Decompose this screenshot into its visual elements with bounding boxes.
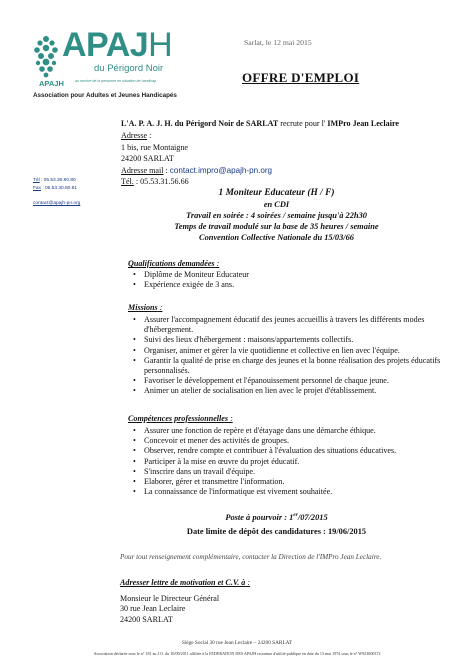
recruiter-org: L'A. P. A. J. H. du Périgord Noir de SARLAT — [121, 119, 279, 128]
qualifications-heading-text: Qualifications demandées — [128, 259, 215, 268]
send-to-heading — [120, 578, 250, 587]
send-to-heading-text: Adresser lettre de motivation et C.V. à — [120, 578, 246, 587]
list-item: • Diplôme de Moniteur Educateur — [130, 270, 430, 280]
list-item: • Assurer l'accompagnement éducatif des jeunes accueillis à travers les différents modes d'hébergement. — [130, 315, 448, 335]
info-note: Pour tout renseignement complémentaire, contacter la Direction de l'IMPro Jean Leclaire. — [120, 553, 382, 561]
list-item: • Concevoir et mener des activités de groupes. — [130, 436, 448, 446]
start-date — [120, 512, 433, 522]
list-item: • La connaissance de l'informatique est vivement souhaitée. — [130, 487, 448, 497]
document-date: Sarlat, le 12 mai 2015 — [244, 38, 312, 47]
start-date-value: /07/2015 — [297, 512, 328, 522]
logo-wordmark — [62, 26, 172, 65]
job-convention: Convention Collective Nationale du 15/03/66 — [199, 233, 354, 242]
logo-small-name: APAJH — [39, 79, 64, 88]
left-fax-value: : 05.53.30.80.81 — [41, 186, 78, 191]
list-item: • Assurer une fonction de repère et d'étayage dans une démarche éthique. — [130, 426, 448, 436]
logo-name-h: H — [148, 26, 173, 64]
job-time: Temps de travail modulé sur la base de 35 heures / semaine — [174, 222, 379, 231]
list-item: • S'inscrire dans un travail d'équipe. — [130, 467, 448, 477]
job-contract: en CDI — [263, 200, 290, 209]
left-fax-label: Fax — [33, 186, 41, 191]
list-item: • Organiser, animer et gérer la vie quotidienne et collective en lien avec l'équipe. — [130, 346, 448, 356]
recipient-address — [120, 594, 219, 625]
recruit-line — [121, 118, 399, 130]
footer-legal: Association déclarée sous le n° 181 au J.O. du 10/09/2011 affiliée à la FEDERATION DES APAJH reconnue d'utilité publique en date du 13 mai 1974 sous le n° W923000372 — [93, 651, 381, 656]
mail-label: Adresse mail — [121, 165, 164, 175]
competences-heading — [128, 414, 233, 423]
recruit-middle: recrute pour l' — [278, 119, 328, 128]
list-item: • Animer un atelier de socialisation en lien avec le projet d'établissement. — [130, 386, 448, 396]
left-tel-value: : 05.53.30.80.80 — [39, 178, 76, 183]
tel-value: 05.53.31.56.66 — [140, 177, 189, 187]
list-item: • Suivi des lieux d'hébergement : maisons/appartements collectifs. — [130, 335, 448, 345]
recipient-line2: 30 rue Jean Leclaire — [120, 604, 186, 614]
job-title-block — [120, 188, 433, 243]
mail-link[interactable]: contact.impro@apajh-pn.org — [169, 165, 273, 175]
tel-label: Tél. — [121, 177, 134, 187]
address-sep: : — [147, 131, 152, 140]
missions-heading-text: Missions — [128, 303, 158, 312]
job-schedule: Travail en soirée : 4 soirées / semaine jusqu'à 22h30 — [186, 211, 367, 220]
left-tel-label: Tél — [33, 178, 40, 183]
logo-subtitle: du Périgord Noir — [94, 63, 164, 74]
qualifications-heading-rest: : — [214, 259, 220, 268]
left-email-link[interactable]: contact@apajh-pn.org — [33, 201, 81, 206]
list-item: • Elaborer, gérer et transmettre l'information. — [130, 477, 448, 487]
association-name: Association pour Adultes et Jeunes Handicapés — [33, 92, 177, 99]
start-date-sup: er — [293, 512, 298, 518]
qualifications-list — [130, 270, 430, 290]
mail-sep: : — [163, 165, 170, 175]
list-item: • Observer, rendre compte et contribuer à l'évaluation des situations éducatives. — [130, 446, 448, 456]
list-item: • Favoriser le développement et l'épanouissement personnel de chaque jeune. — [130, 376, 448, 386]
left-contacts — [33, 177, 77, 193]
send-to-heading-rest: : — [245, 578, 251, 587]
recipient-line1: Monsieur le Directeur Général — [120, 594, 220, 603]
start-date-label: Poste à pourvoir : 1 — [225, 512, 294, 522]
logo-service-line: au service de la personne en situation de handicap — [75, 79, 157, 83]
page-title: OFFRE D'EMPLOI — [242, 70, 360, 85]
competences-heading-rest: : — [228, 414, 233, 423]
address-line2: 24200 SARLAT — [121, 154, 174, 164]
recipient-line3: 24200 SARLAT — [120, 614, 173, 624]
job-title: 1 Moniteur Educateur (H / F) — [218, 188, 335, 198]
logo-name: APAJ — [62, 26, 149, 64]
competences-heading-text: Compétences professionnelles — [128, 414, 229, 423]
list-item: • Participer à la mise en œuvre du projet éducatif. — [130, 457, 448, 467]
address-block — [121, 130, 272, 188]
address-label: Adresse — [121, 131, 148, 140]
tel-sep: : — [133, 177, 141, 187]
footer-address: Siège Social 30 rue Jean Leclaire – 24200 SARLAT — [181, 640, 293, 646]
qualifications-heading — [128, 259, 219, 268]
missions-list — [130, 315, 448, 397]
address-line1: 1 bis, rue Montaigne — [121, 142, 188, 152]
deadline: Date limite de dépôt des candidatures : 19/06/2015 — [186, 527, 367, 536]
competences-list — [130, 426, 448, 497]
list-item: • Garantir la qualité de prise en charge des jeunes et la bonne réalisation des projets éducatifs personnalisés. — [130, 356, 448, 376]
list-item: • Expérience exigée de 3 ans. — [130, 280, 430, 290]
missions-heading — [128, 303, 162, 312]
establishment-name: IMPro Jean Leclaire — [327, 119, 399, 128]
missions-heading-rest: : — [157, 303, 163, 312]
